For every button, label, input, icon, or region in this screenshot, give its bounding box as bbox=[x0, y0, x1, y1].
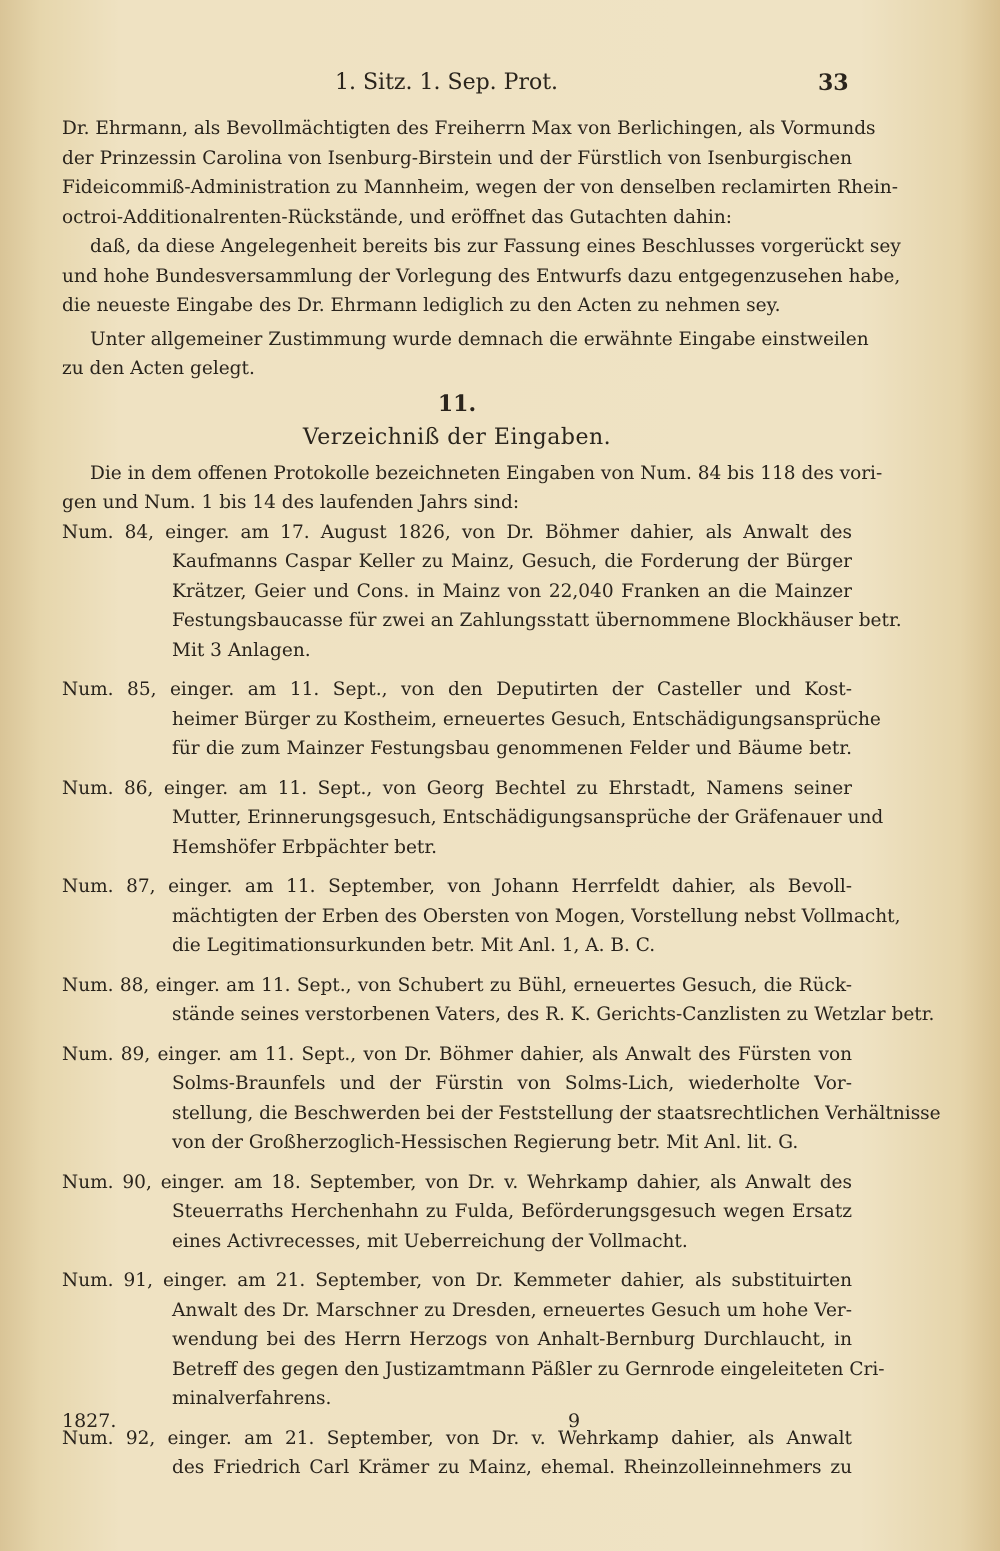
list-item bbox=[62, 971, 935, 1030]
list-item bbox=[62, 675, 881, 764]
section-title: Verzeichniß der Eingaben. bbox=[302, 425, 612, 450]
entry-line: minalverfahrens. bbox=[172, 1388, 332, 1409]
entry-line: Num. 85, einger. am 11. Sept., von den Deputirten der Casteller und Kost- bbox=[62, 679, 852, 700]
text-line: Die in dem offenen Protokolle bezeichneten Eingaben von Num. 84 bis 118 des vori- bbox=[90, 462, 883, 484]
text-line: zu den Acten gelegt. bbox=[62, 358, 255, 379]
entry-line: Num. 87, einger. am 11. September, von Johann Herrfeldt dahier, als Bevoll- bbox=[62, 876, 852, 897]
text-line: gen und Num. 1 bis 14 des laufenden Jahrs sind: bbox=[62, 492, 520, 513]
entry-line: Anwalt des Dr. Marschner zu Dresden, erneuertes Gesuch um hohe Ver- bbox=[172, 1299, 852, 1321]
page-header bbox=[0, 70, 1000, 102]
footer-year: 1827. bbox=[62, 1410, 117, 1432]
body-text bbox=[62, 114, 941, 1483]
text-line: daß, da diese Angelegenheit bereits bis zur Fassung eines Beschlusses vorgerückt sey bbox=[90, 236, 901, 257]
entry-line: Festungsbaucasse für zwei an Zahlungsstatt übernommene Blockhäuser betr. bbox=[172, 610, 902, 631]
list-item bbox=[62, 1266, 885, 1414]
entry-line: Num. 91, einger. am 21. September, von Dr. Kemmeter dahier, als substituirten bbox=[62, 1270, 852, 1291]
entry-line: Num. 84, einger. am 17. August 1826, von Dr. Böhmer dahier, als Anwalt des bbox=[62, 521, 852, 543]
text-line: die neueste Eingabe des Dr. Ehrmann lediglich zu den Acten zu nehmen sey. bbox=[62, 295, 781, 316]
entry-line: Num. 88, einger. am 11. Sept., von Schubert zu Bühl, erneuertes Gesuch, die Rück- bbox=[62, 974, 852, 996]
signature-mark: 9 bbox=[568, 1410, 581, 1432]
entry-line: wendung bei des Herrn Herzogs von Anhalt-Bernburg Durchlaucht, in bbox=[172, 1329, 852, 1350]
entry-line: Num. 92, einger. am 21. September, von Dr. v. Wehrkamp dahier, als Anwalt bbox=[62, 1427, 852, 1449]
entry-line: mächtigten der Erben des Obersten von Mogen, Vorstellung nebst Vollmacht, bbox=[172, 905, 901, 927]
running-title: 1. Sitz. 1. Sep. Prot. bbox=[335, 70, 559, 95]
list-item bbox=[62, 872, 901, 961]
list-item bbox=[62, 1040, 941, 1158]
entry-line: Steuerraths Herchenhahn zu Fulda, Beförderungsgesuch wegen Ersatz bbox=[172, 1201, 852, 1222]
entry-line: Num. 89, einger. am 11. Sept., von Dr. Böhmer dahier, als Anwalt des Fürsten von bbox=[62, 1043, 852, 1065]
page-footer bbox=[0, 1410, 1000, 1440]
entry-line: Num. 86, einger. am 11. Sept., von Georg Bechtel zu Ehrstadt, Namens seiner bbox=[62, 777, 852, 799]
entry-line: Betreff des gegen den Justizamtmann Päßler zu Gernrode eingeleiteten Cri- bbox=[172, 1358, 885, 1380]
text-line: Unter allgemeiner Zustimmung wurde demnach die erwähnte Eingabe einstweilen bbox=[90, 328, 869, 350]
text-line: Dr. Ehrmann, als Bevollmächtigten des Freiherrn Max von Berlichingen, als Vormunds bbox=[62, 118, 876, 139]
list-item bbox=[62, 1168, 852, 1257]
text-line: Fideicommiß-Administration zu Mannheim, wegen der von denselben reclamirten Rhein- bbox=[62, 177, 898, 198]
entry-line: des Friedrich Carl Krämer zu Mainz, ehemal. Rheinzolleinnehmers zu bbox=[172, 1457, 852, 1478]
entry-line: Solms-Braunfels und der Fürstin von Solms-Lich, wiederholte Vor- bbox=[172, 1073, 852, 1094]
entry-line: Mit 3 Anlagen. bbox=[172, 639, 311, 661]
entry-line: Hemshöfer Erbpächter betr. bbox=[172, 836, 438, 858]
text-line: der Prinzessin Carolina von Isenburg-Birstein und der Fürstlich von Isenburgischen bbox=[62, 147, 852, 169]
entry-line: stände seines verstorbenen Vaters, des R. K. Gerichts-Canzlisten zu Wetzlar betr. bbox=[172, 1004, 935, 1025]
entry-line: die Legitimationsurkunden betr. Mit Anl. 1, A. B. C. bbox=[172, 935, 656, 956]
entry-line: heimer Bürger zu Kostheim, erneuertes Gesuch, Entschädigungsansprüche bbox=[172, 708, 881, 730]
entry-line: Kaufmanns Caspar Keller zu Mainz, Gesuch, die Forderung der Bürger bbox=[172, 551, 852, 572]
list-item bbox=[62, 774, 884, 863]
entry-line: stellung, die Beschwerden bei der Feststellung der staatsrechtlichen Verhältnisse bbox=[172, 1102, 941, 1124]
text-line: octroi-Additionalrenten-Rückstände, und eröffnet das Gutachten dahin: bbox=[62, 206, 733, 228]
entry-line: Num. 90, einger. am 18. September, von Dr. v. Wehrkamp dahier, als Anwalt des bbox=[62, 1171, 852, 1193]
page-number: 33 bbox=[818, 70, 849, 96]
entry-line: eines Activrecesses, mit Ueberreichung der Vollmacht. bbox=[172, 1230, 688, 1252]
section-number: 11. bbox=[437, 390, 477, 417]
entry-line: von der Großherzoglich-Hessischen Regierung betr. Mit Anl. lit. G. bbox=[172, 1132, 799, 1153]
entry-line: Mutter, Erinnerungsgesuch, Entschädigungsansprüche der Gräfenauer und bbox=[172, 807, 884, 828]
text-line: und hohe Bundesversammlung der Vorlegung des Entwurfs dazu entgegenzusehen habe, bbox=[62, 265, 901, 287]
list-item bbox=[62, 518, 902, 666]
entry-line: für die zum Mainzer Festungsbau genommenen Felder und Bäume betr. bbox=[172, 738, 852, 759]
entry-line: Krätzer, Geier und Cons. in Mainz von 22,040 Franken an die Mainzer bbox=[172, 580, 852, 602]
